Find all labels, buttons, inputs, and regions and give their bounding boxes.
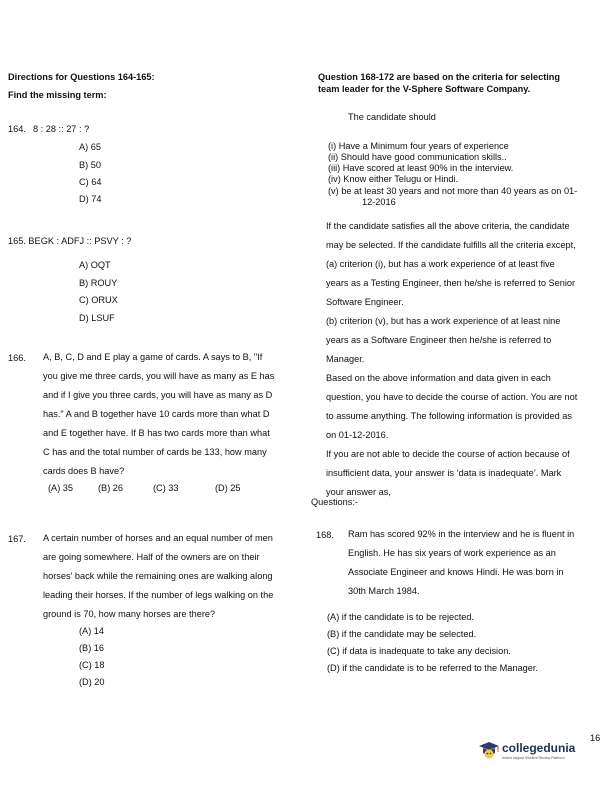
criterion-2: (ii) Should have good communication skills.. <box>328 152 507 162</box>
text-line: If you are not able to decide the course of action because of <box>326 449 570 459</box>
question-text: 165. BEGK : ADFJ :: PSVY : ? <box>8 236 132 246</box>
option: (B) 26 <box>98 483 124 493</box>
option: (B) if the candidate may be selected. <box>327 629 477 639</box>
criterion-4: (iv) Know either Telugu or Hindi. <box>328 174 459 184</box>
option: C) ORUX <box>79 295 118 305</box>
section-heading-line-2: team leader for the V-Sphere Software Company. <box>318 84 531 94</box>
option: A) OQT <box>79 260 111 270</box>
graduation-cap-icon <box>478 739 500 761</box>
option: (A) 14 <box>79 626 105 636</box>
option: C) 64 <box>79 177 102 187</box>
text-line: cards does B have? <box>43 466 125 476</box>
option: (A) 35 <box>48 483 74 493</box>
text-line: 30th March 1984. <box>348 586 420 596</box>
criterion-1: (i) Have a Minimum four years of experience <box>328 141 509 151</box>
text-line: you give me three cards, you will have as many as E has <box>43 371 275 381</box>
find-missing-term: Find the missing term: <box>8 90 107 100</box>
text-line: Manager. <box>326 354 365 364</box>
section-heading-line-1: Question 168-172 are based on the criteria for selecting <box>318 72 561 82</box>
criterion-5-continued: 12-2016 <box>362 197 396 207</box>
option: (C) 33 <box>153 483 179 493</box>
text-line: A, B, C, D and E play a game of cards. A says to B, "If <box>43 352 263 362</box>
text-line: English. He has six years of work experience as an <box>348 548 556 558</box>
option: A) 65 <box>79 142 101 152</box>
question-text <box>43 529 273 624</box>
option: (D) if the candidate is to be referred to the Manager. <box>327 663 538 673</box>
text-line: are going somewhere. Half of the owners are on their <box>43 552 260 562</box>
logo-name: collegedunia <box>502 741 576 755</box>
directions-heading: Directions for Questions 164-165: <box>8 72 155 82</box>
text-line: insufficient data, your answer is ‘data is inadequate’. Mark <box>326 468 562 478</box>
question-number: 164. <box>8 124 26 134</box>
question-number: 167. <box>8 534 26 544</box>
text-line: your answer as, <box>326 487 391 497</box>
text-line: A certain number of horses and an equal number of men <box>43 533 273 543</box>
option: (B) 16 <box>79 643 105 653</box>
questions-label: Questions:- <box>311 497 358 507</box>
question-number: 166. <box>8 353 26 363</box>
option: B) ROUY <box>79 278 118 288</box>
text-line: Based on the above information and data given in each <box>326 373 551 383</box>
text-line: (b) criterion (v), but has a work experience of at least nine <box>326 316 561 326</box>
question-text <box>348 525 574 601</box>
text-line: may be selected. If the candidate fulfills all the criteria except, <box>326 240 576 250</box>
text-line: ground is 70, how many horses are there? <box>43 609 216 619</box>
option: B) 50 <box>79 160 101 170</box>
text-line: C has and the total number of cards be 133, how many <box>43 447 267 457</box>
option: (A) if the candidate is to be rejected. <box>327 612 475 622</box>
logo-tagline: India's largest Student Review Platform <box>502 756 565 760</box>
text-line: leading their horses. If the number of legs walking on the <box>43 590 274 600</box>
page-number: 16 <box>590 733 601 743</box>
text-line: If the candidate satisfies all the above criteria, the candidate <box>326 221 570 231</box>
text-line: on 01-12-2016. <box>326 430 389 440</box>
text-line: Associate Engineer and knows Hindi. He was born in <box>348 567 564 577</box>
text-line: years as a Software Engineer then he/she is referred to <box>326 335 552 345</box>
text-line: Ram has scored 92% in the interview and he is fluent in <box>348 529 575 539</box>
question-text <box>43 348 274 481</box>
question-number: 168. <box>316 530 334 540</box>
text-line: to assume anything. The following information is provided as <box>326 411 572 421</box>
text-line: horses' back while the remaining ones are walking along <box>43 571 273 581</box>
text-line: question, you have to decide the course of action. You are not <box>326 392 578 402</box>
criterion-3: (iii) Have scored at least 90% in the interview. <box>328 163 514 173</box>
option: D) LSUF <box>79 313 115 323</box>
collegedunia-logo <box>478 739 576 765</box>
text-line: and if I give you three cards, you will have as many as D <box>43 390 273 400</box>
criteria-explanation <box>326 217 577 502</box>
question-text: 8 : 28 :: 27 : ? <box>33 124 90 134</box>
text-line: Software Engineer. <box>326 297 404 307</box>
text-line: and E together have. If B has two cards more than what <box>43 428 270 438</box>
option: (D) 25 <box>215 483 241 493</box>
text-line: has." A and B together have 10 cards more than what D <box>43 409 270 419</box>
option: D) 74 <box>79 194 102 204</box>
option: (C) if data is inadequate to take any decision. <box>327 646 511 656</box>
text-line: (a) criterion (i), but has a work experience of at least five <box>326 259 555 269</box>
option: (C) 18 <box>79 660 105 670</box>
candidate-should: The candidate should <box>348 112 436 122</box>
option: (D) 20 <box>79 677 105 687</box>
text-line: years as a Testing Engineer, then he/she is referred to Senior <box>326 278 576 288</box>
criterion-5: (v) be at least 30 years and not more than 40 years as on 01- <box>328 186 578 196</box>
